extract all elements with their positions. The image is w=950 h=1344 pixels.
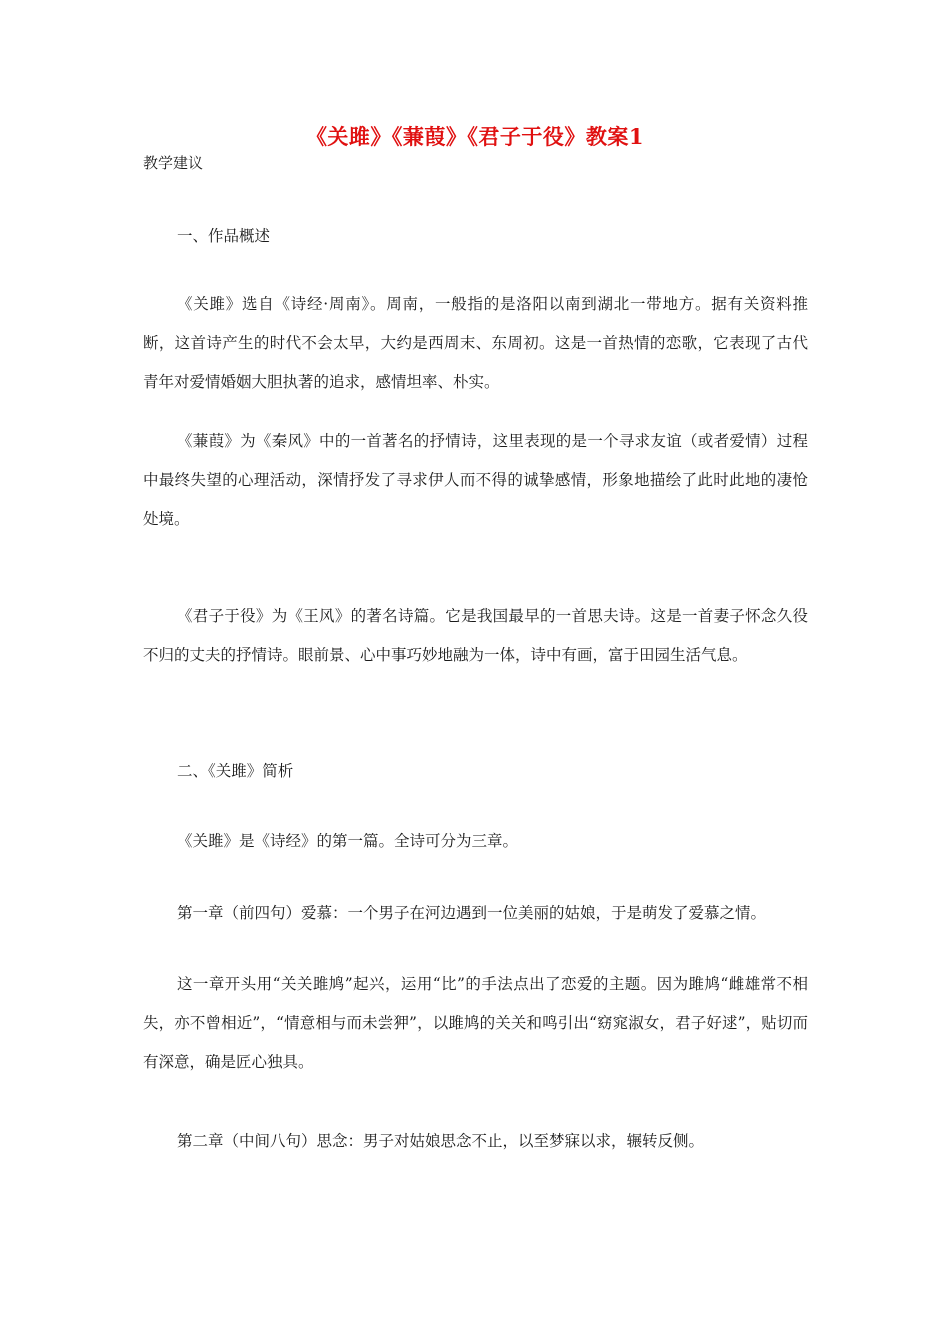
paragraph-junziyuyi-intro: 《君子于役》为《王风》的著名诗篇。它是我国最早的一首思夫诗。这是一首妻子怀念久役不归的丈夫的抒情诗。眼前景、心中事巧妙地融为一体，诗中有画，富于田园生活气息。 <box>143 607 808 664</box>
paragraph-chapter-two: 第二章（中间八句）思念：男子对姑娘思念不止，以至梦寐以求，辗转反侧。 <box>177 1132 705 1150</box>
heading-guanju-analysis: 二、《关雎》简析 <box>177 762 294 780</box>
heading-overview: 一、作品概述 <box>177 227 271 245</box>
paragraph-chapter-one: 第一章（前四句）爱慕：一个男子在河边遇到一位美丽的姑娘，于是萌发了爱慕之情。 <box>177 904 767 922</box>
section-label: 教学建议 <box>143 154 204 172</box>
paragraph-guanju-structure: 《关雎》是《诗经》的第一篇。全诗可分为三章。 <box>177 832 519 850</box>
document-title: 《关雎》《蒹葭》《君子于役》教案1 <box>305 124 645 149</box>
paragraph-chapter-one-analysis: 这一章开头用“关关雎鸠”起兴，运用“比”的手法点出了恋爱的主题。因为雎鸠“雌雄常不相失，亦不曾相近”，“情意相与而未尝狎”，以雎鸠的关关和鸣引出“窈窕淑女，君子好逑”，贴切而有深意，确是匠心独具。 <box>143 975 808 1071</box>
paragraph-guanju-intro: 《关雎》选自《诗经·周南》。周南，一般指的是洛阳以南到湖北一带地方。据有关资料推断，这首诗产生的时代不会太早，大约是西周末、东周初。这是一首热情的恋歌，它表现了古代青年对爱情婚姻大胆执著的追求，感情坦率、朴实。 <box>143 295 808 391</box>
paragraph-jianjia-intro: 《蒹葭》为《秦风》中的一首著名的抒情诗，这里表现的是一个寻求友谊（或者爱情）过程中最终失望的心理活动，深情抒发了寻求伊人而不得的诚挚感情，形象地描绘了此时此地的凄怆处境。 <box>143 432 808 528</box>
